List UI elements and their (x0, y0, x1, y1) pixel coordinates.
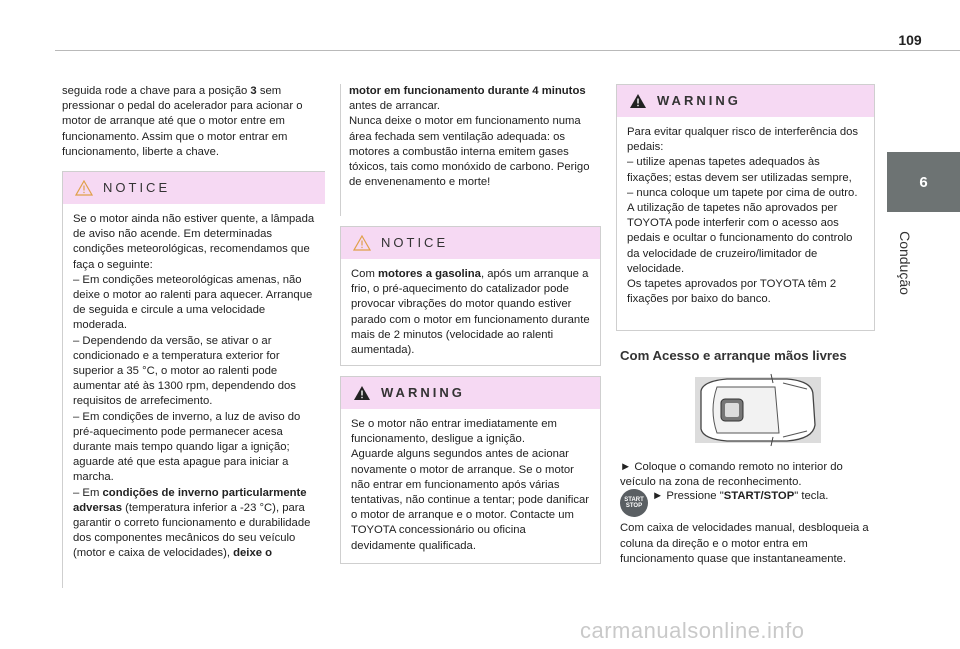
col3-steps (620, 460, 875, 567)
paragraph: – Em condições de inverno particularmente adversas (temperatura inferior a -23 °C), para garantir o correto funcionamento e durabilidade dos componentes mecânicos do seu veículo (motor e caixa de velocidades), deixe o (73, 486, 311, 560)
col2-rule (340, 84, 341, 216)
chapter-title: Condução (897, 231, 913, 295)
stop-label: STOP (625, 503, 643, 510)
paragraph: Para evitar qualquer risco de interferência dos pedais: (627, 126, 859, 154)
caution-triangle-icon (353, 235, 371, 251)
col2-notice-box (340, 226, 601, 366)
car-key-zone-illustration (687, 373, 829, 447)
col2-continuation (349, 84, 601, 190)
caution-triangle-icon (75, 180, 93, 196)
step-press-post: " tecla. (794, 490, 829, 503)
paragraph: – utilize apenas tapetes adequados às fixações; estas devem ser utilizadas sempre, (627, 156, 852, 184)
step-press-text (652, 489, 828, 504)
warning-title: WARNING (381, 385, 465, 401)
start-stop-button-icon (620, 489, 648, 517)
warning-header (341, 377, 600, 409)
warning-body (617, 117, 874, 307)
warning-header (617, 85, 874, 117)
chapter-label (890, 218, 920, 308)
paragraph: – Em condições de inverno, a luz de aviso do pré-aquecimento pode permanecer acesa durante mais tempo quando ligar a ignição; aguarde até que esta apague para iniciar a marcha. (73, 410, 301, 484)
paragraph: motor em funcionamento durante 4 minutos antes de arrancar. (349, 85, 586, 113)
notice-header (341, 227, 600, 259)
manual-gearbox-note: Com caixa de velocidades manual, desbloqueia a coluna da direção e o motor entra em funcionamento quase que instantaneamente. (620, 522, 869, 565)
warning-body (341, 409, 600, 554)
paragraph: – nunca coloque um tapete por cima de outro. (627, 186, 858, 199)
step-press-pre: ► Pressione " (652, 490, 724, 503)
col2-warning-box (340, 376, 601, 564)
notice-title: NOTICE (103, 180, 171, 196)
warning-title: WARNING (657, 93, 741, 109)
paragraph: A utilização de tapetes não aprovados per TOYOTA pode interferir com o acesso aos pedais e ocultar o funcionamento do controlo da velocidade de cruzeiro/limitador de velocidade. (627, 202, 853, 275)
paragraph: – Em condições meteorológicas amenas, não deixe o motor ao ralenti para aquecer. Arranque de seguida e circule a uma velocidade moderada. (73, 273, 313, 332)
header-rule (55, 50, 960, 51)
notice-header (63, 172, 325, 204)
page-number: 109 (898, 32, 922, 48)
notice-body (341, 259, 600, 358)
paragraph: Com motores a gasolina, após um arranque a frio, o pré-aquecimento do catalizador pode provocar vibrações do motor quando estiver parado com o motor em funcionamento durante mais de 2 minutos (velocidade ao ralenti aumentada). (351, 268, 590, 357)
paragraph: Aguarde alguns segundos antes de acionar novamente o motor de arranque. Se o motor não entrar em funcionamento após várias tentativas, não continue a tentar; pode danificar o motor de arranque e o motor. Contacte um TOYOTA concessionário ou oficina devidamente qualificada. (351, 448, 590, 552)
step-place-remote: ► Coloque o comando remoto no interior do veículo na zona de reconhecimento. (620, 461, 843, 489)
col1-intro-text: seguida rode a chave para a posição 3 sem pressionar o pedal do acelerador para acionar o motor de arranque até que o motor entre em funcionamento. Assim que o motor entrar em funcionamento, liberte a chave. (62, 85, 303, 158)
paragraph: Se o motor não entrar imediatamente em funcionamento, desligue a ignição. (351, 418, 557, 446)
paragraph: Os tapetes aprovados por TOYOTA têm 2 fixações por baixo do banco. (627, 278, 837, 306)
warning-triangle-icon (353, 385, 371, 401)
warning-triangle-icon (629, 93, 647, 109)
step-press-start (620, 489, 875, 517)
col1-notice-box (62, 171, 325, 588)
start-label: START (624, 497, 644, 504)
start-stop-key: START/STOP (723, 490, 795, 503)
notice-body (63, 204, 325, 562)
chapter-tab[interactable]: 6 (887, 152, 960, 212)
section-heading: Com Acesso e arranque mãos livres (620, 348, 847, 363)
paragraph: Se o motor ainda não estiver quente, a lâmpada de aviso não acende. Em determinadas condições meteorológicas, recomendamos que faça o seguinte: (73, 213, 315, 271)
col1-intro (62, 84, 324, 160)
col3-warning-box (616, 84, 875, 331)
paragraph: – Dependendo da versão, se ativar o ar condicionado e a temperatura exterior for superior a 35 °C, o motor ao ralenti pode aumentar até às 1300 rpm, dependendo dos requisitos de arrefecimento. (73, 334, 296, 408)
paragraph: Nunca deixe o motor em funcionamento numa área fechada sem ventilação adequada: os motores a combustão interna emitem gases tóxicos, tais como monóxido de carbono. Perigo de envenenamento e morte! (349, 115, 590, 189)
watermark: carmanualsonline.info (580, 618, 805, 643)
notice-title: NOTICE (381, 235, 449, 251)
